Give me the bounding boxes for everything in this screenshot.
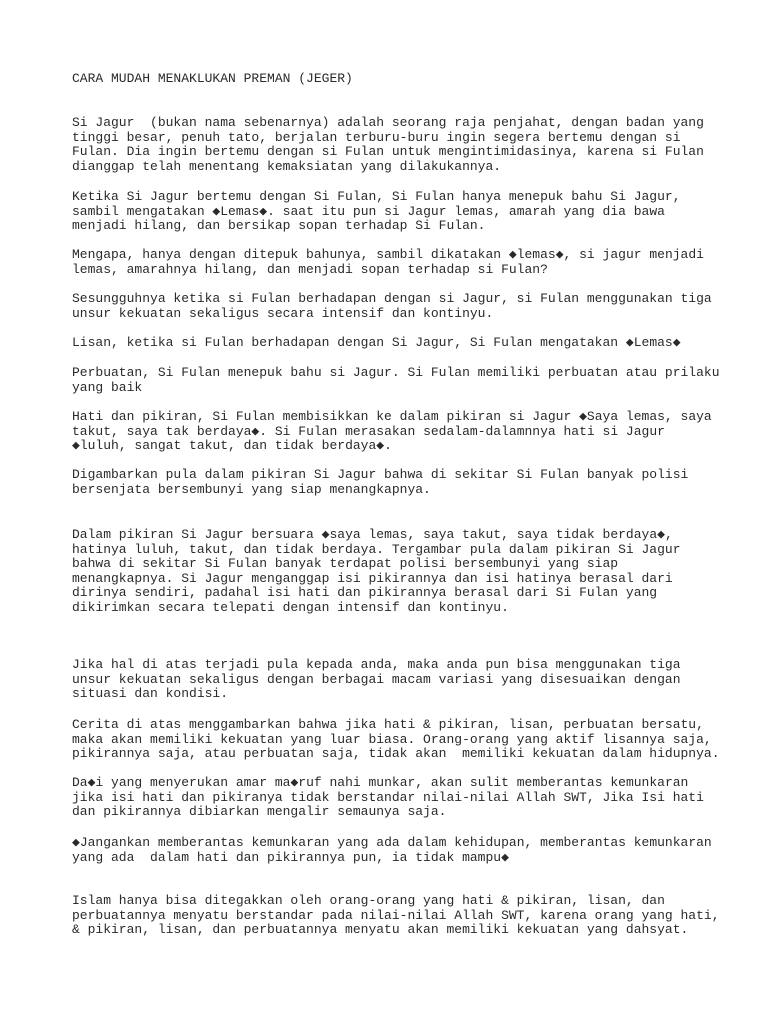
paragraph-11: Cerita di atas menggambarkan bahwa jika hati & pikiran, lisan, perbuatan bersatu, maka akan memiliki kekuatan yang luar biasa. Orang-orang yang aktif lisannya saja, pikirannya saja, atau perbuatan saja, tidak akan memiliki kekuatan dalam hidupnya. — [72, 717, 720, 762]
paragraph-3: Mengapa, hanya dengan ditepuk bahunya, sambil dikatakan ◆lemas◆, si jagur menjadi lemas, amarahnya hilang, dan menjadi sopan terhadap si Fulan? — [72, 247, 704, 277]
paragraph-13: ◆Jangankan memberantas kemunkaran yang ada dalam kehidupan, memberantas kemunkaran yang ada dalam hati dan pikirannya pun, ia tidak mampu◆ — [72, 835, 712, 865]
paragraph-12: Da◆i yang menyerukan amar ma◆ruf nahi munkar, akan sulit memberantas kemunkaran jika isi hati dan pikiranya tidak berstandar nilai-nilai Allah SWT, Jika Isi hati dan pikirannya dibiarkan mengalir semaunya saja. — [72, 775, 704, 820]
paragraph-4: Sesungguhnya ketika si Fulan berhadapan dengan si Jagur, si Fulan menggunakan tiga unsur kekuatan sekaligus secara intensif dan kontinyu. — [72, 291, 712, 321]
paragraph-14: Islam hanya bisa ditegakkan oleh orang-orang yang hati & pikiran, lisan, dan perbuatannya menyatu berstandar pada nilai-nilai Allah SWT, karena orang yang hati, & pikiran, lisan, dan perbuatannya menyatu akan memiliki kekuatan yang dahsyat. — [72, 893, 720, 938]
paragraph-2: Ketika Si Jagur bertemu dengan Si Fulan, Si Fulan hanya menepuk bahu Si Jagur, sambil mengatakan ◆Lemas◆. saat itu pun si Jagur lemas, amarah yang dia bawa menjadi hilang, dan bersikap sopan terhadap Si Fulan. — [72, 189, 681, 234]
paragraph-8: Digambarkan pula dalam pikiran Si Jagur bahwa di sekitar Si Fulan banyak polisi bersenjata bersembunyi yang siap menangkapnya. — [72, 467, 689, 497]
paragraph-5: Lisan, ketika si Fulan berhadapan dengan Si Jagur, Si Fulan mengatakan ◆Lemas◆ — [72, 335, 681, 350]
paragraph-6: Perbuatan, Si Fulan menepuk bahu si Jagur. Si Fulan memiliki perbuatan atau prilaku yang baik — [72, 365, 720, 395]
paragraph-9: Dalam pikiran Si Jagur bersuara ◆saya lemas, saya takut, saya tidak berdaya◆, hatinya luluh, takut, dan tidak berdaya. Tergambar pula dalam pikiran Si Jagur bahwa di sekitar Si Fulan banyak terdapat polisi bersembunyi yang siap menangkapnya. Si Jagur menganggap isi pikirannya dan isi hatinya berasal dari dirinya sendiri, padahal isi hati dan pikirannya berasal dari Si Fulan yang dikirimkan secara telepati dengan intensif dan kontinyu. — [72, 527, 681, 615]
paragraph-1: Si Jagur (bukan nama sebenarnya) adalah seorang raja penjahat, dengan badan yang tinggi besar, penuh tato, berjalan terburu-buru ingin segera bertemu dengan si Fulan. Dia ingin bertemu dengan si Fulan untuk mengintimidasinya, karena si Fulan dianggap telah menentang kemaksiatan yang dilakukannya. — [72, 115, 704, 174]
paragraph-7: Hati dan pikiran, Si Fulan membisikkan ke dalam pikiran si Jagur ◆Saya lemas, saya takut, saya tak berdaya◆. Si Fulan merasakan sedalam-dalamnnya hati si Jagur ◆luluh, sangat takut, dan tidak berdaya◆. — [72, 409, 712, 454]
paragraph-10: Jika hal di atas terjadi pula kepada anda, maka anda pun bisa menggunakan tiga unsur kekuatan sekaligus dengan berbagai macam variasi yang disesuaikan dengan situasi dan kondisi. — [72, 657, 681, 702]
document-title: CARA MUDAH MENAKLUKAN PREMAN (JEGER) — [72, 71, 353, 86]
